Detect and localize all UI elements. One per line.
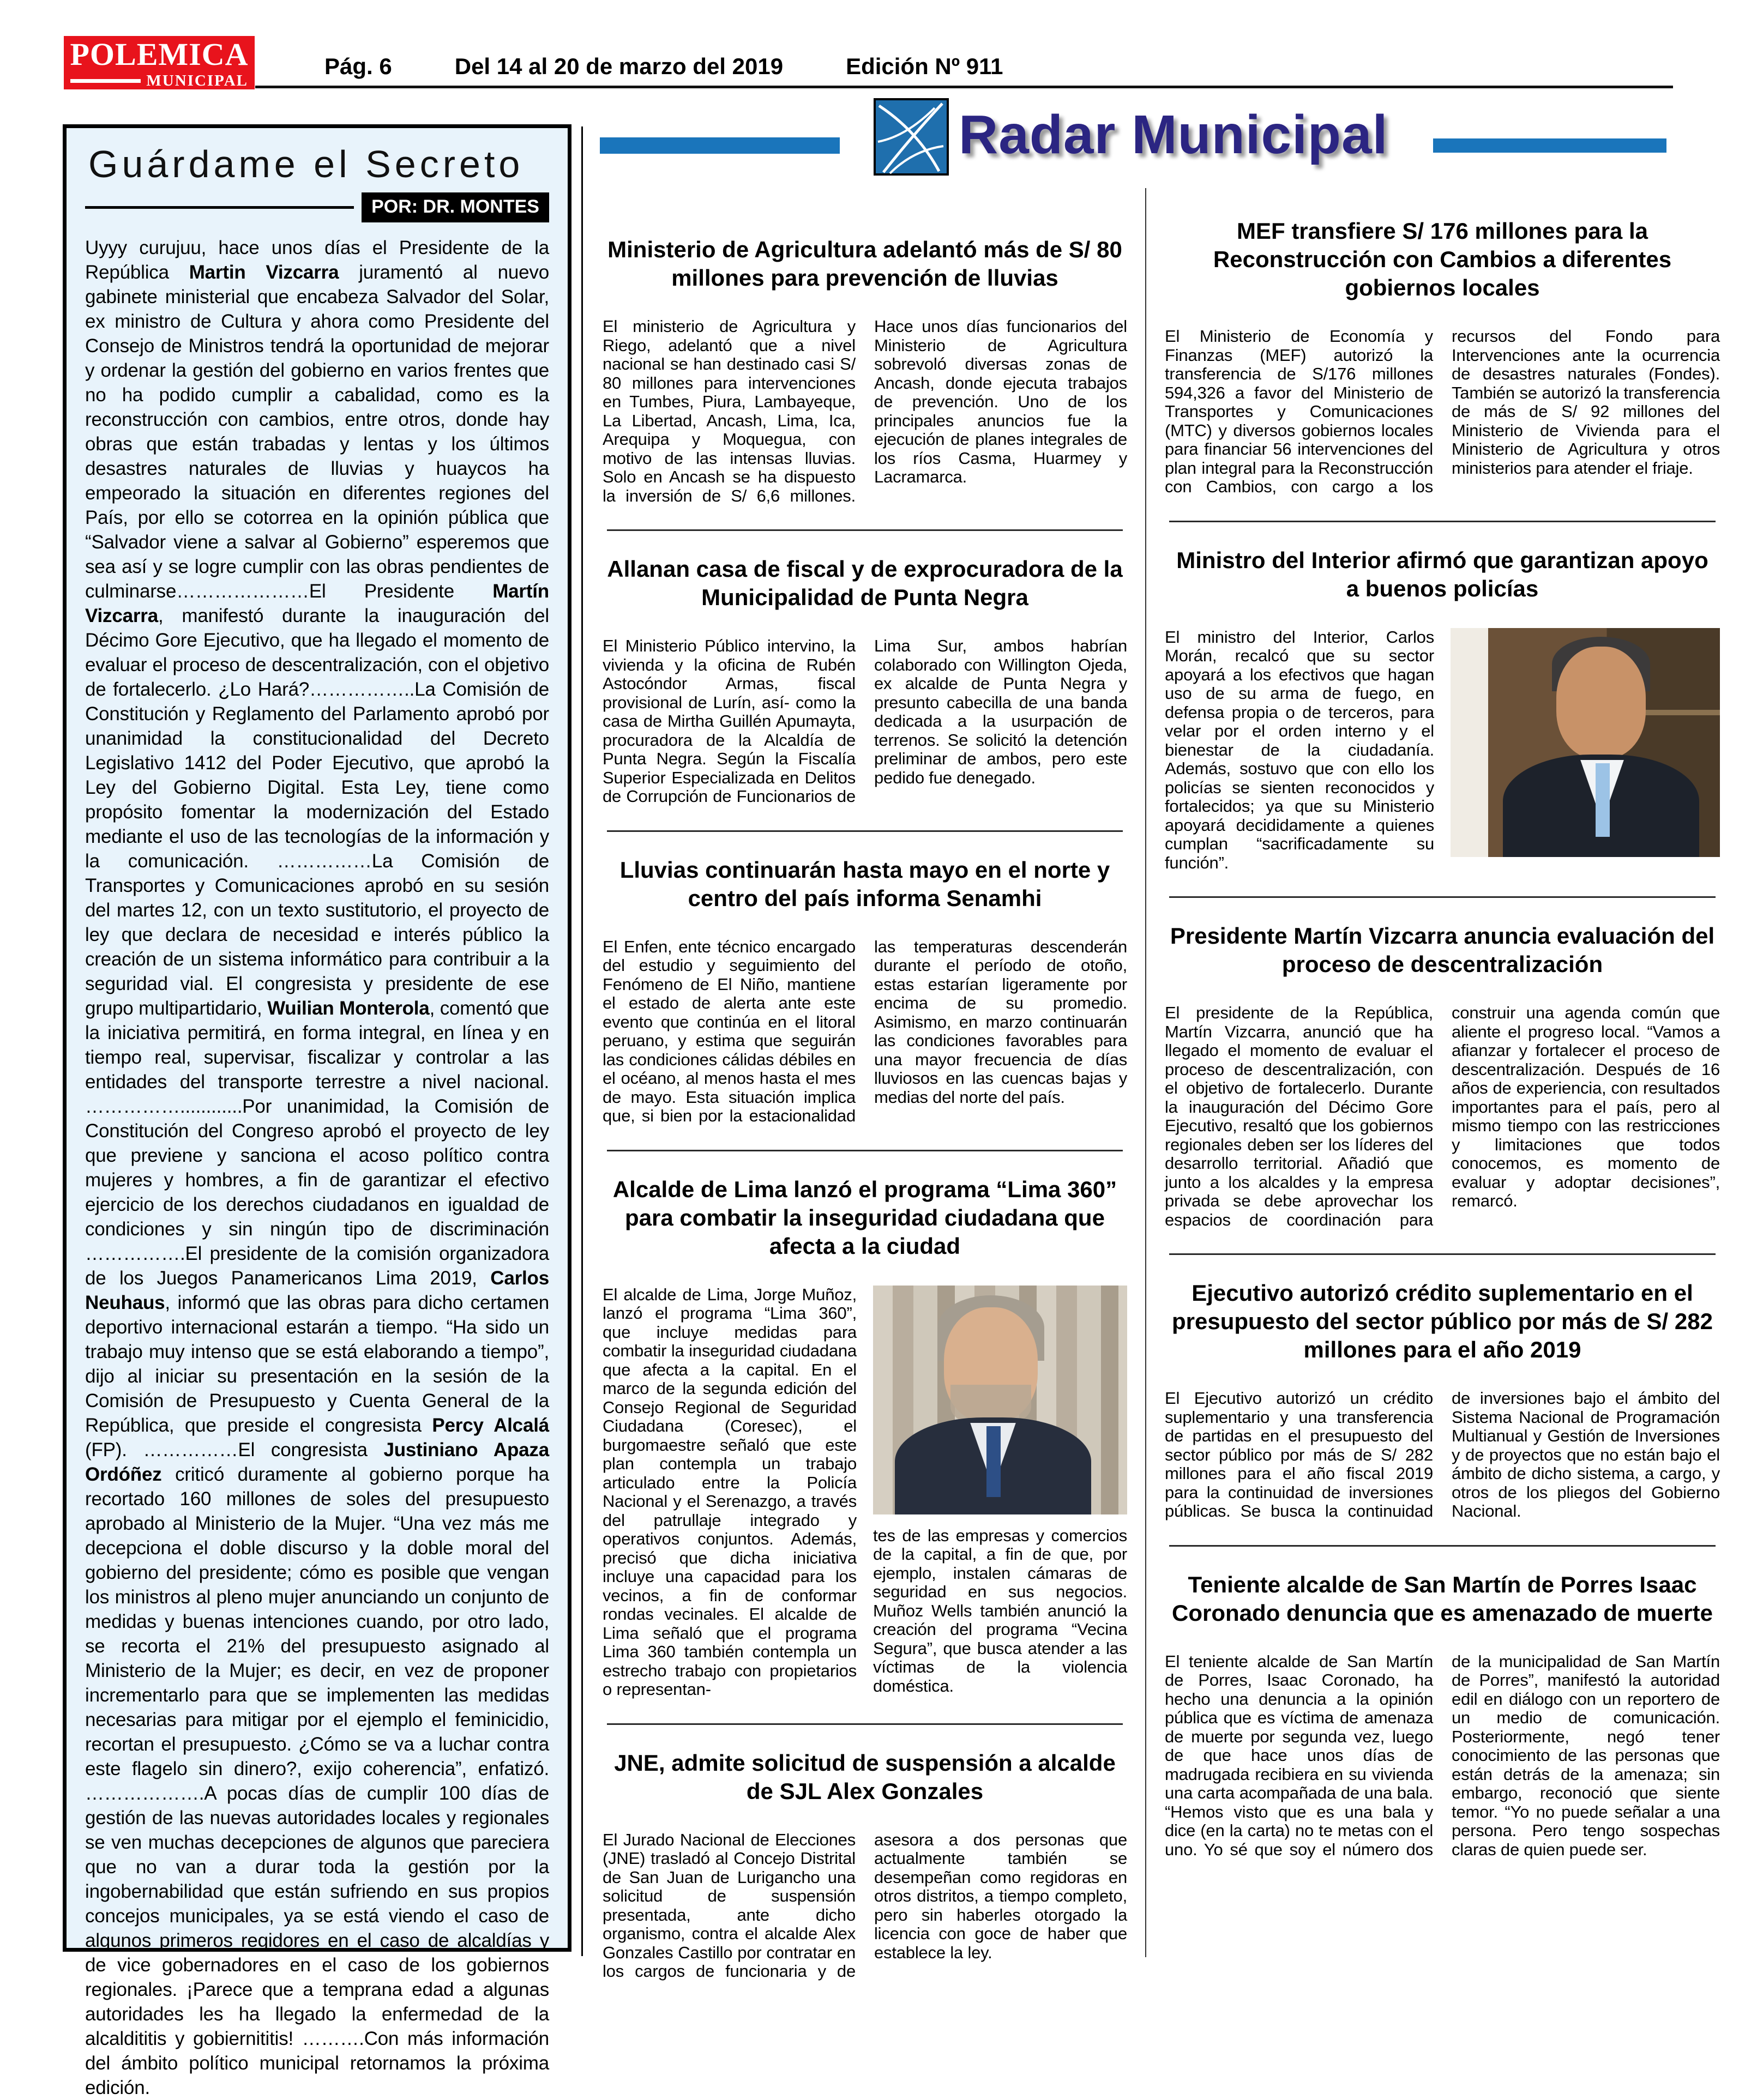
- article-body: El Jurado Nacional de Elecciones (JNE) trasladó al Concejo Distrital de San Juan de Lurigancho una solicitud de suspensión presentada, ante dicho organismo, contra el alcalde Alex Gonzales Castillo por contratar en los cargos de funcionaria y de asesora a dos personas que actualmente también se desempeñan como regidoras en otros distritos, a tiempo completo, pero sin haberles otorgado la licencia con goce de haber que establece la ley.: [603, 1830, 1127, 1981]
- article-divider: [607, 529, 1123, 531]
- logo-underline: [70, 79, 141, 83]
- article-headline: Ministro del Interior afirmó que garantizan apoyo a buenos policías: [1176, 547, 1708, 601]
- article-lima-360: [603, 1175, 1127, 1699]
- article-credito-suplementario: [1165, 1279, 1720, 1521]
- middle-column: [603, 236, 1127, 1981]
- article-vizcarra-descentralizacion: [1165, 922, 1720, 1229]
- photo-figure: [986, 1426, 1001, 1497]
- article-divider: [607, 1150, 1123, 1151]
- article-body-right-wrap: [873, 1286, 1127, 1699]
- article-jne: [603, 1749, 1127, 1981]
- article-body: El Ministerio de Economía y Finanzas (MEF) autorizó la transferencia de S/176 millones 594,326 a favor del Ministerio de Transportes y Comunicaciones (MTC) y diversos gobiernos locales para financiar 56 intervenciones del plan integral para la Reconstrucción con Cambios, con cargo a los recursos del Fondo para Intervenciones ante la ocurrencia de desastres naturales (Fondes). También se autorizó la transferencia de más de S/ 92 millones del Ministerio de Vivienda para el Ministerio de Agricultura y otros ministerios para atender el friaje.: [1165, 327, 1720, 496]
- photo-figure: [1556, 647, 1646, 758]
- editorial-title: Guárdame el Secreto: [88, 143, 524, 185]
- right-column: [1165, 217, 1720, 1859]
- article-agricultura: [603, 236, 1127, 505]
- article-headline: MEF transfiere S/ 176 millones para la Reconstrucción con Cambios a diferentes gobiernos locales: [1213, 218, 1672, 300]
- edition-number: Edición Nº 911: [846, 53, 1003, 79]
- article-divider: [607, 830, 1123, 832]
- article-body: El Ejecutivo autorizó un crédito suplementario y una transferencia de partidas en el presupuesto del sector público por más de S/ 282 millones para el año fiscal 2019 para la continuidad de inversiones públicas. Se busca la continuidad de inversiones bajo el ámbito del Sistema Nacional de Programación Multianual y Gestión de Inversiones y de proyectos que no están bajo el ámbito de dicho sistema, a cargo, y otros de los pliegos del Gobierno Nacional.: [1165, 1389, 1720, 1520]
- byline-rule: [85, 206, 354, 209]
- radar-municipal-title: Radar Municipal: [959, 104, 1388, 165]
- article-body: El Enfen, ente técnico encargado del estudio y seguimiento del Fenómeno de El Niño, mantiene el estado de alerta ante este evento que continúa en el litoral peruano, y estima que seguirán las condiciones cálidas débiles en el océano, al menos hasta el mes de mayo. Esta situación implica que, si bien por la estacionalidad las temperaturas descenderán durante el período de otoño, estas estarían ligeramente por encima de su promedio. Asimismo, en marzo continuarán las condiciones favorables para una mayor frecuencia de días lluviosos en las cuencas bajas y medias del norte del país.: [603, 937, 1127, 1125]
- byline: POR: DR. MONTES: [362, 192, 549, 222]
- jorge-munoz-photo: [873, 1286, 1127, 1514]
- editorial-box: [63, 124, 571, 2098]
- carlos-moran-photo: [1451, 628, 1720, 857]
- header-divider: [255, 86, 1673, 88]
- article-divider: [1169, 521, 1716, 522]
- article-body-right: tes de las empresas y comercios de la capital, a fin de que, por ejemplo, instalen cámaras de seguridad en sus negocios. Muñoz Wells también anunció la creación del programa “Vecina Segura”, que busca atender a las víctimas de la violencia doméstica.: [873, 1525, 1127, 1695]
- photo-figure: [1596, 763, 1610, 837]
- article-teniente-alcalde: [1165, 1571, 1720, 1860]
- article-body: El Ministerio Público intervino, la vivienda y la oficina de Rubén Astocóndor Armas, fiscal provisional de Lurín, así- como la casa de Mirtha Guillén Apumayta, procuradora de la Alcaldía de Punta Negra. Según la Fiscalía Superior Especializada en Delitos de Corrupción de Funcionarios de Lima Sur, ambos habrían colaborado con Willington Ojeda, ex alcalde de Punta Negra y presunto cabecilla de una banda dedicada a la usurpación de terrenos. Se solicitó la detención preliminar de ambos, pero este pedido fue denegado.: [603, 636, 1127, 806]
- article-divider: [607, 1723, 1123, 1725]
- article-body: El presidente de la República, Martín Vizcarra, anunció que ha llegado el momento de evaluar el proceso de descentralización, con el objetivo de fortalecerlo. Durante la inauguración del Décimo Gore Ejecutivo, resaltó que los gobiernos regionales deben ser los líderes del desarrollo territorial. Añadió que junto a los alcaldes y la empresa privada se debe aprovechar los espacios de coordinación para construir una agenda común que aliente el progreso local. “Vamos a afianzar y fortalecer el proceso de descentralización. Después de 16 años de experiencia, con resultados importantes para el país, pero al mismo tiempo con las restricciones y limitaciones que todos conocemos, es momento de evaluar y adoptar decisiones”, remarcó.: [1165, 1003, 1720, 1229]
- page-header: [324, 53, 1003, 80]
- banner-bar-left: [600, 137, 840, 154]
- article-headline: Lluvias continuarán hasta mayo en el norte y centro del país informa Senamhi: [619, 856, 1110, 911]
- article-allanan: [603, 555, 1127, 806]
- article-lluvias: [603, 856, 1127, 1126]
- article-photo-col: [1451, 628, 1720, 873]
- article-headline: Presidente Martín Vizcarra anuncia evaluación del proceso de descentralización: [1170, 923, 1715, 977]
- article-headline: Teniente alcalde de San Martín de Porres Isaac Coronado denuncia que es amenazado de muerte: [1172, 1571, 1713, 1626]
- article-body-left: El alcalde de Lima, Jorge Muñoz, lanzó el programa “Lima 360”, que incluye medidas para combatir la inseguridad ciudadana que afecta a la capital. En el marco de la segunda edición del Consejo Regional de Seguridad Ciudadana (Coresec), el burgomaestre señaló que este plan contempla un trabajo articulado entre la Policía Nacional y el Serenazgo, a través del patrullaje integrado y operativos conjuntos. Además, precisó que dicha iniciativa incluye una capacidad para los vecinos, a fin de conformar rondas vecinales. El alcalde de Lima señaló que el programa Lima 360 también contempla un estrecho trabajo con propietarios o representan-: [603, 1284, 857, 1699]
- byline-row: [85, 192, 549, 222]
- editorial-body: Uyyy curujuu, hace unos días el Presidente de la República Martin Vizcarra juramentó al nuevo gabinete ministerial que encabeza Salvador del Solar, ex ministro de Cultura y ahora como Presidente del Consejo de Ministros tendrá la oportunidad de mejorar y ordenar la gestión del gobierno en varios frentes que no ha podido cumplir a cabalidad, como es la reconstrucción con cambios, entre otros, donde hay obras que están trabadas y lentas y los últimos desastres naturales de lluvias y huaycos ha empeorado la situación en diferentes regiones del País, por ello se cotorrea en la opinión pública que “Salvador viene a salvar al Gobierno” esperemos que sea así y se logre cumplir con las obras pendientes de culminarse…………………El Presidente Martín Vizcarra, manifestó durante la inauguración del Décimo Gore Ejecutivo, que ha llegado el momento de evaluar el proceso de descentralización, con el objetivo de fortalecerlo. ¿Lo Hará?……………..La Comisión de Constitución y Reglamento del Parlamento aprobó por unanimidad la constitucionalidad del Decreto Legislativo 1412 del Poder Ejecutivo, que aprobó la Ley del Gobierno Digital. Esta Ley, tiene como propósito fomentar la modernización del Estado mediante el uso de las tecnologías de la información y la comunicación. ……………La Comisión de Transportes y Comunicaciones aprobó en su sesión del martes 12, con un texto sustitutorio, el proyecto de ley que declara de necesidad e interés público la creación de un sistema informático para contribuir a la seguridad vial. El congresista y presidente de ese grupo multipartidario, Wuilian Monterola, comentó que la iniciativa permitirá, en forma integral, en línea y en tiempo real, supervisar, fiscalizar y controlar a las entidades del transporte terrestre a nivel nacional. ……………............Por unanimidad, la Comisión de Constitución del Congreso aprobó el proyecto de ley que previene y sanciona el acoso político contra mujeres y hombres, a fin de garantizar el efectivo ejercicio de los derechos ciudadanos en igualdad de condiciones y sin ningún tipo de discriminación …………….El presidente de la comisión organizadora de los Juegos Panamericanos Lima 2019, Carlos Neuhaus, informó que las obras para dicho certamen deportivo internacional estarán a tiempo. “Ha sido un trabajo muy intenso que se está elaborando a tiempo”, dijo al iniciar su presentación en la sesión de la Comisión de Presupuesto y Cuenta General de la República, que preside el congresista Percy Alcalá (FP). ……………El congresista Justiniano Apaza Ordóñez criticó duramente al gobierno porque ha recortado 160 millones de soles del presupuesto aprobado al Ministerio de la Mujer. “Una vez más me decepciona el doble discurso y la doble moral del gobierno del presidente; cómo es posible que vengan los ministros al pleno mujer anunciando un conjunto de medidas y buenas intenciones cuando, por otro lado, se recorta el 21% del presupuesto asignado al Ministerio de la Mujer; es decir, en vez de proponer incrementarlo para que se implementen las medidas necesarias para mitigar por el ejemplo el feminicidio, recortan el presupuesto. ¿Cómo se va a luchar contra este flagelo sin dinero?, exijo coherencia”, enfatizó. ……………….A pocas días de cumplir 100 días de gestión de las nuevas autoridades locales y regionales se ven muchas decepciones de algunos que pareciera que no van a durar toda la gestión por la ingobernabilidad que están sufriendo en sus propios concejos municipales, ya se está viendo el caso de algunos primeros regidores en el caso de alcaldías y de vice gobernadores en el caso de los gobiernos regionales. ¡Parece que a temprana edad a algunas autoridades les ha llegado la enfermedad de la alcaldititis y gobiernititis! ……….Con más información del ámbito político municipal retornamos la próxima edición.: [85, 237, 549, 2098]
- article-body-left: El ministro del Interior, Carlos Morán, recalcó que su sector apoyará a los efectivos que hagan uso de su arma de fuego, en defensa propia o de terceros, para velar por el orden interno y el bienestar de la ciudadanía. Además, sostuvo que con ello los policías se sienten reconocidos y fortalecidos; ya que su Ministerio apoyará decididamente a quienes cumplan “sacrificadamente su función”.: [1165, 627, 1434, 872]
- article-headline: Allanan casa de fiscal y de exprocuradora de la Municipalidad de Punta Negra: [607, 556, 1123, 610]
- date-range: Del 14 al 20 de marzo del 2019: [454, 53, 784, 79]
- column-divider-right: [1145, 188, 1146, 1957]
- banner-bar-right: [1433, 138, 1666, 153]
- article-ministro-interior: [1165, 546, 1720, 873]
- newspaper-logo-subtitle: MUNICIPAL: [146, 72, 248, 89]
- article-headline: Ejecutivo autorizó crédito suplementario en el presupuesto del sector público por más de S/ 282 millones para el año 2019: [1172, 1280, 1713, 1362]
- column-divider-left: [581, 126, 583, 1956]
- article-divider: [1169, 1253, 1716, 1255]
- article-headline: Ministerio de Agricultura adelantó más de S/ 80 millones para prevención de lluvias: [607, 237, 1122, 291]
- radar-municipal-logo-icon: [874, 98, 949, 176]
- radar-municipal-banner: [600, 97, 1726, 179]
- newspaper-logo: [64, 36, 255, 89]
- article-divider: [1169, 1545, 1716, 1547]
- article-headline: JNE, admite solicitud de suspensión a alcalde de SJL Alex Gonzales: [614, 1749, 1116, 1804]
- article-body: El ministerio de Agricultura y Riego, adelantó que a nivel nacional se han destinado casi S/ 80 millones para intervenciones en Tumbes, Piura, Lambayeque, La Libertad, Ancash, Lima, Ica, Arequipa y Moquegua, con motivo de las intensas lluvias. Solo en Ancash se ha dispuesto la inversión de S/ 6,6 millones. Hace unos días funcionarios del Ministerio de Agricultura sobrevoló diversas zonas de Ancash, donde ejecuta trabajos de prevención. Uno de los principales anuncios fue la ejecución de planes integrales de los ríos Casma, Huarmey y Lacramarca.: [603, 317, 1127, 505]
- article-divider: [1169, 896, 1716, 898]
- newspaper-logo-title: POLEMICA: [70, 37, 249, 72]
- article-mef: [1165, 217, 1720, 497]
- page-number: Pág. 6: [324, 53, 392, 79]
- article-body: El teniente alcalde de San Martín de Porres, Isaac Coronado, ha hecho una denuncia a la opinión pública que es víctima de amenaza de muerte por segunda vez, luego de que hace unos días de madrugada recibiera en su vivienda una carta acompañada de una bala. “Hemos visto que es una bala y dice (en la carta) no te metas con el uno. Yo sé que soy el número dos de la municipalidad de San Martín de Porres”, manifestó la autoridad edil en diálogo con un reportero de un medio de comunicación. Posteriormente, negó tener conocimiento de las personas que están detrás de la amenaza; sin embargo, reconoció que siente temor. “Yo no puede señalar a una persona. Pero tengo sospechas claras de quien puede ser.: [1165, 1651, 1720, 1859]
- article-headline: Alcalde de Lima lanzó el programa “Lima 360” para combatir la inseguridad ciudadana que afecta a la ciudad: [612, 1176, 1117, 1259]
